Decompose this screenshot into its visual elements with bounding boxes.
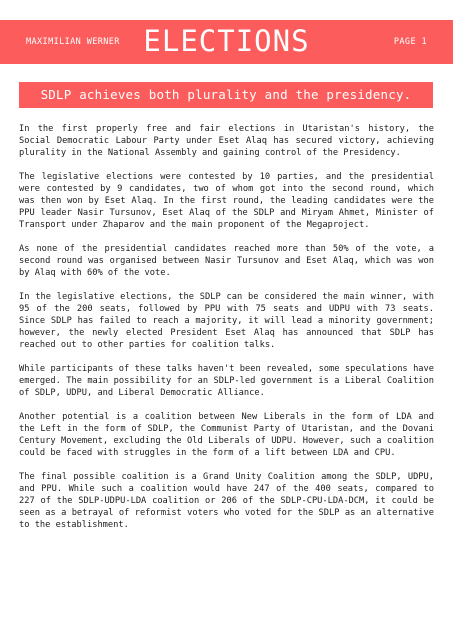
author-name: MAXIMILIAN WERNER [26,37,120,47]
paragraph-2: The legislative elections were contested by 10 parties, and the presidential were contested by 9 candidates, two of whom got into the second round, which was then won by Eset Alaq. In the first round, the leading candidates were the PPU leader Nasir Tursunov, Eset Alaq of the SDLP and Miryam Ahmet, Minister of Transport under Zhaparov and the main proponent of the Megaproject. [19,172,434,230]
page-title: ELECTIONS [143,24,310,58]
paragraph-4: In the legislative elections, the SDLP can be considered the main winner, with 95 of the 200 seats, followed by PPU with 75 seats and UDPU with 73 seats. Since SDLP has failed to reach a majority, it will lead a minority government; however, the newly elected President Eset Alaq has announced that SDLP has reached out to other parties for coalition talks. [19,292,434,350]
article-body [19,123,434,543]
header-banner [0,20,453,64]
paragraph-7: The final possible coalition is a Grand Unity Coalition among the SDLP, UDPU, and PPU. While such a coalition would have 247 of the 400 seats, compared to 227 of the SDLP-UDPU-LDA coalition or 206 of the SDLP-CPU-LDA-DCM, it could be seen as a betrayal of reformist voters who voted for the SDLP as an alternative to the establishment. [19,472,434,530]
paragraph-6: Another potential is a coalition between New Liberals in the form of LDA and the Left in the form of SDLP, the Communist Party of Utaristan, and the Dovani Century Movement, excluding the Old Liberals of UDPU. However, such a coalition could be faced with struggles in the form of a lift between LDA and CPU. [19,412,434,458]
paragraph-1: In the first properly free and fair elections in Utaristan's history, the Social Democratic Labour Party under Eset Alaq has secured victory, achieving plurality in the National Assembly and gaining control of the Presidency. [19,124,434,158]
subtitle-banner: SDLP achieves both plurality and the presidency. [19,82,433,108]
paragraph-5: While participants of these talks haven't been revealed, some speculations have emerged. The main possibility for an SDLP-led government is a Liberal Coalition of SDLP, UDPU, and Liberal Democratic Alliance. [19,364,434,398]
paragraph-3: As none of the presidential candidates reached more than 50% of the vote, a second round was organised between Nasir Tursunov and Eset Alaq, which was won by Alaq with 60% of the vote. [19,244,434,278]
page-number: PAGE 1 [393,37,427,47]
